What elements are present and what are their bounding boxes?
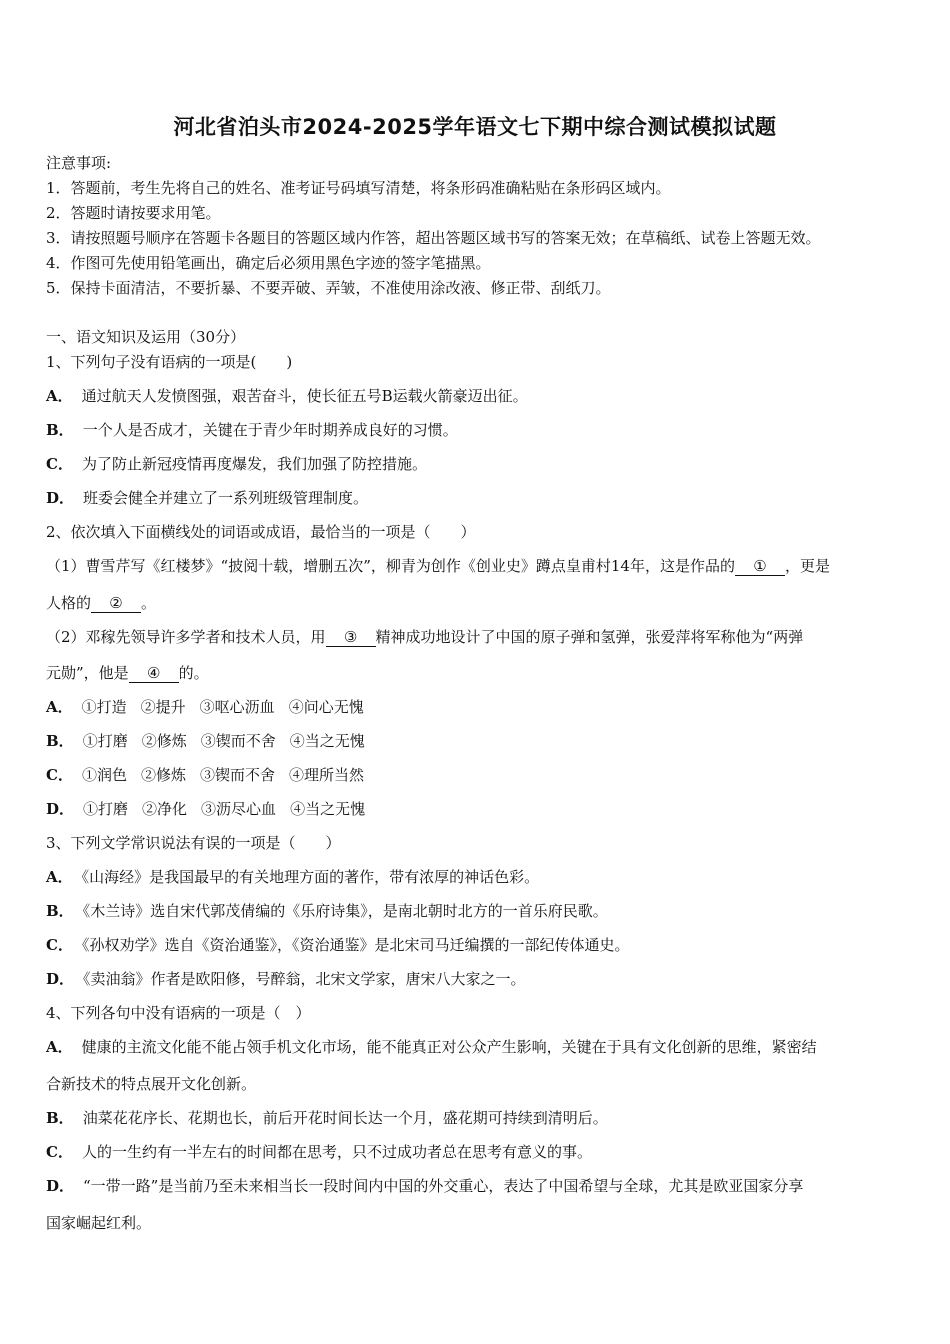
option-choice: ③锲而不舍 (200, 732, 276, 750)
q4-option-a-cont: 合新技术的特点展开文化创新。 (46, 1075, 257, 1093)
q4-option-b (46, 1107, 608, 1128)
passage-text: （2）邓稼先领导许多学者和技术人员，用 (46, 628, 326, 646)
question-3-stem: 3、下列文学常识说法有误的一项是（ ） (46, 834, 341, 852)
question-4-stem: 4、下列各句中没有语病的一项是（ ） (46, 1004, 311, 1022)
q2-option-c (46, 764, 378, 785)
answer-blank: ③ (326, 628, 376, 647)
option-label: B． (46, 902, 74, 920)
option-choice: ②提升 (140, 698, 186, 716)
notice-item: 2．答题时请按要求用笔。 (46, 204, 221, 222)
option-text: 班委会健全并建立了一系列班级管理制度。 (83, 489, 369, 507)
option-text: 《卖油翁》作者是欧阳修，号醉翁，北宋文学家，唐宋八大家之一。 (83, 970, 526, 988)
q4-option-c (46, 1141, 592, 1162)
passage-text: 。 (141, 594, 157, 612)
option-label: A． (46, 1038, 73, 1056)
q2-passage-2 (46, 626, 803, 647)
q1-option-b (46, 419, 458, 440)
option-label: A． (46, 387, 73, 405)
question-1-stem: 1、下列句子没有语病的一项是( ) (46, 353, 293, 371)
answer-blank: ② (91, 594, 141, 613)
option-label: C． (46, 766, 73, 784)
option-choice: ②修炼 (141, 732, 187, 750)
q2-passage-1 (46, 555, 830, 576)
option-text: 健康的主流文化能不能占领手机文化市场，能不能真正对公众产生影响，关键在于具有文化创新的思维，紧密结 (81, 1038, 817, 1056)
notice-item: 3．请按照题号顺序在答题卡各题目的答题区域内作答，超出答题区域书写的答案无效；在草稿纸、试卷上答题无效。 (46, 229, 821, 247)
passage-text: 人格的 (46, 594, 92, 612)
passage-text: 元勋”，他是 (46, 664, 129, 682)
q4-option-a (46, 1036, 817, 1057)
option-choice: ④当之无愧 (289, 732, 365, 750)
option-label: A． (46, 868, 73, 886)
q4-option-d-cont: 国家崛起红利。 (46, 1214, 152, 1232)
passage-text: ，更是 (784, 557, 830, 575)
option-text: 油菜花花序长、花期也长，前后开花时间长达一个月，盛花期可持续到清明后。 (82, 1109, 608, 1127)
option-choice: ①打磨 (82, 732, 128, 750)
q3-option-d (46, 968, 526, 989)
notice-item: 5．保持卡面清洁，不要折暴、不要弄破、弄皱，不准使用涂改液、修正带、刮纸刀。 (46, 279, 611, 297)
option-label: B． (46, 1109, 74, 1127)
option-label: D． (46, 489, 75, 507)
option-label: D． (46, 970, 75, 988)
option-text: 《山海经》是我国最早的有关地理方面的著作，带有浓厚的神话色彩。 (81, 868, 540, 886)
question-2-stem: 2、依次填入下面横线处的词语或成语，最恰当的一项是（ ） (46, 523, 476, 541)
option-label: B． (46, 732, 74, 750)
option-choice: ①润色 (81, 766, 127, 784)
option-label: C． (46, 455, 73, 473)
answer-blank: ④ (129, 664, 179, 683)
q2-option-a (46, 696, 378, 717)
q2-option-d (46, 798, 379, 819)
notice-item: 1．答题前，考生先将自己的姓名、准考证号码填写清楚，将条形码准确粘贴在条形码区域内。 (46, 179, 671, 197)
option-text: “一带一路”是当前乃至未来相当长一段时间内中国的外交重心，表达了中国希望与全球，尤其是欧亚国家分享 (83, 1177, 804, 1195)
q2-passage-2-cont (46, 662, 209, 683)
notice-heading: 注意事项: (46, 154, 112, 172)
option-text: 通过航天人发愤图强，艰苦奋斗，使长征五号B运载火箭豪迈出征。 (81, 387, 528, 405)
option-choice: ②修炼 (140, 766, 186, 784)
q1-option-c (46, 453, 427, 474)
option-choice: ④当之无愧 (290, 800, 366, 818)
option-text: 一个人是否成才，关键在于青少年时期养成良好的习惯。 (82, 421, 458, 439)
option-label: D． (46, 1177, 75, 1195)
option-label: D． (46, 800, 75, 818)
passage-text: 的。 (178, 664, 209, 682)
q1-option-d (46, 487, 368, 508)
section-heading: 一、语文知识及运用（30分） (46, 328, 246, 346)
option-choice: ①打造 (81, 698, 127, 716)
option-label: C． (46, 936, 73, 954)
passage-text: 精神成功地设计了中国的原子弹和氢弹，张爱萍将军称他为“两弹 (375, 628, 804, 646)
option-choice: ④理所当然 (289, 766, 365, 784)
exam-title: 河北省泊头市2024-2025学年语文七下期中综合测试模拟试题 (173, 115, 777, 139)
option-choice: ④问心无愧 (288, 698, 364, 716)
notice-item: 4．作图可先使用铅笔画出，确定后必须用黑色字迹的签字笔描黑。 (46, 254, 491, 272)
option-text: 《孙权劝学》选自《资治通鉴》，《资治通鉴》是北宋司马迁编撰的一部纪传体通史。 (81, 936, 630, 954)
q4-option-d (46, 1175, 803, 1196)
q3-option-c (46, 934, 629, 955)
option-choice: ③沥尽心血 (201, 800, 277, 818)
option-text: 为了防止新冠疫情再度爆发，我们加强了防控措施。 (81, 455, 427, 473)
option-label: B． (46, 421, 74, 439)
q2-passage-1-cont (46, 592, 156, 613)
option-choice: ①打磨 (83, 800, 129, 818)
q1-option-a (46, 385, 528, 406)
answer-blank: ① (735, 557, 785, 576)
passage-text: （1）曹雪芹写《红楼梦》“披阅十载，增删五次”，柳青为创作《创业史》蹲点皇甫村14年，这是作品的 (46, 557, 735, 575)
q2-option-b (46, 730, 379, 751)
option-choice: ③锲而不舍 (199, 766, 275, 784)
option-text: 《木兰诗》选自宋代郭茂倩编的《乐府诗集》，是南北朝时北方的一首乐府民歌。 (82, 902, 608, 920)
option-label: A． (46, 698, 73, 716)
option-choice: ②净化 (142, 800, 188, 818)
option-choice: ③呕心沥血 (199, 698, 275, 716)
option-label: C． (46, 1143, 73, 1161)
q3-option-a (46, 866, 539, 887)
q3-option-b (46, 900, 608, 921)
option-text: 人的一生约有一半左右的时间都在思考，只不过成功者总在思考有意义的事。 (81, 1143, 592, 1161)
